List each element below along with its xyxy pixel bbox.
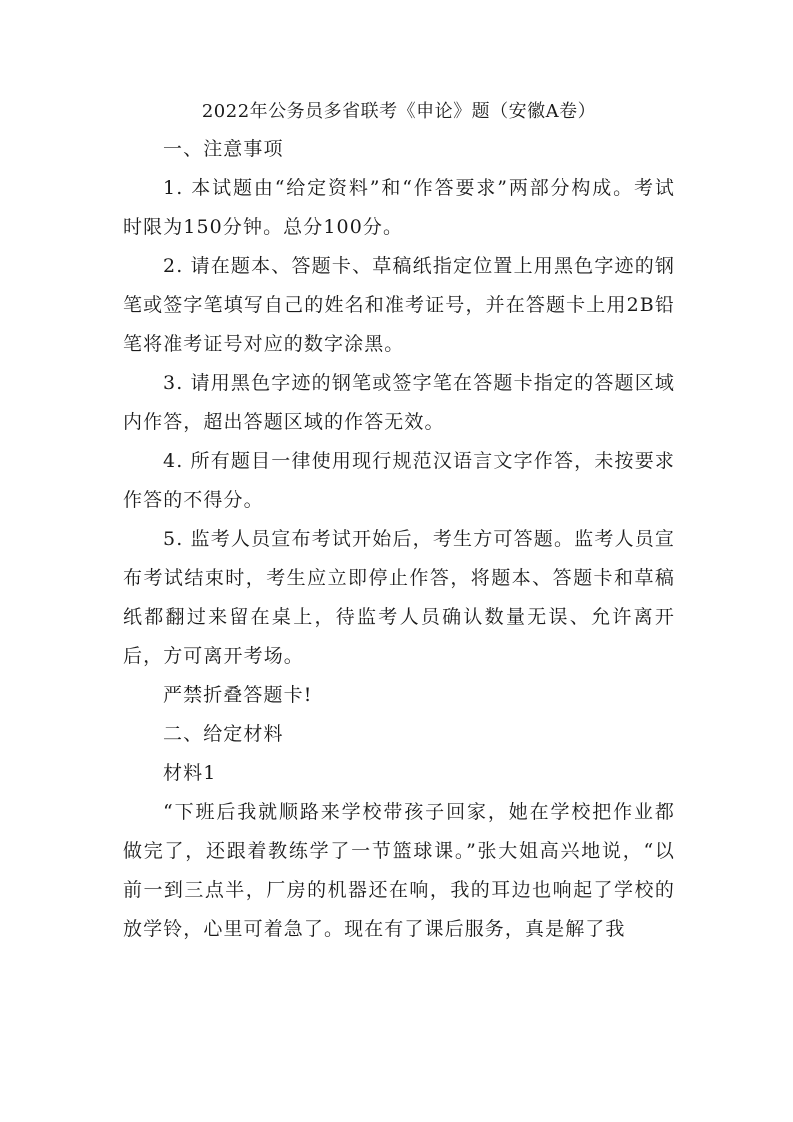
section-heading-notice: 一、注意事项 — [163, 138, 284, 160]
notice-item-2: 2. 请在题本、答题卡、草稿纸指定位置上用黑色字迹的钢笔或签字笔填写自己的姓名和准考证号，并在答题卡上用2B铅笔将准考证号对应的数字涂黑。 — [123, 255, 675, 355]
material-paragraph: “下班后我就顺路来学校带孩子回家，她在学校把作业都做完了，还跟着教练学了一节篮球课。”张大姐高兴地说，“以前一到三点半，厂房的机器还在响，我的耳边也响起了学校的放学铃，心里可着急了。现在有了课后服务，真是解了我 — [123, 801, 675, 940]
warning-text: 严禁折叠答题卡! — [163, 684, 313, 706]
document-body — [123, 94, 675, 949]
notice-item-3: 3. 请用黑色字迹的钢笔或签字笔在答题卡指定的答题区域内作答，超出答题区域的作答无效。 — [123, 372, 675, 433]
material-label: 材料1 — [163, 762, 217, 784]
document-title: 2022年公务员多省联考《申论》题（安徽A卷） — [201, 101, 597, 122]
notice-item-5: 5. 监考人员宣布考试开始后，考生方可答题。监考人员宣布考试结束时，考生应立即停止作答，将题本、答题卡和草稿纸都翻过来留在桌上，待监考人员确认数量无误、允许离开后，方可离开考场。 — [123, 528, 675, 667]
notice-item-1: 1. 本试题由“给定资料”和“作答要求”两部分构成。考试时限为150分钟。总分100分。 — [123, 177, 675, 238]
notice-item-4: 4. 所有题目一律使用现行规范汉语言文字作答，未按要求作答的不得分。 — [123, 450, 675, 511]
section-heading-materials: 二、给定材料 — [163, 723, 284, 745]
